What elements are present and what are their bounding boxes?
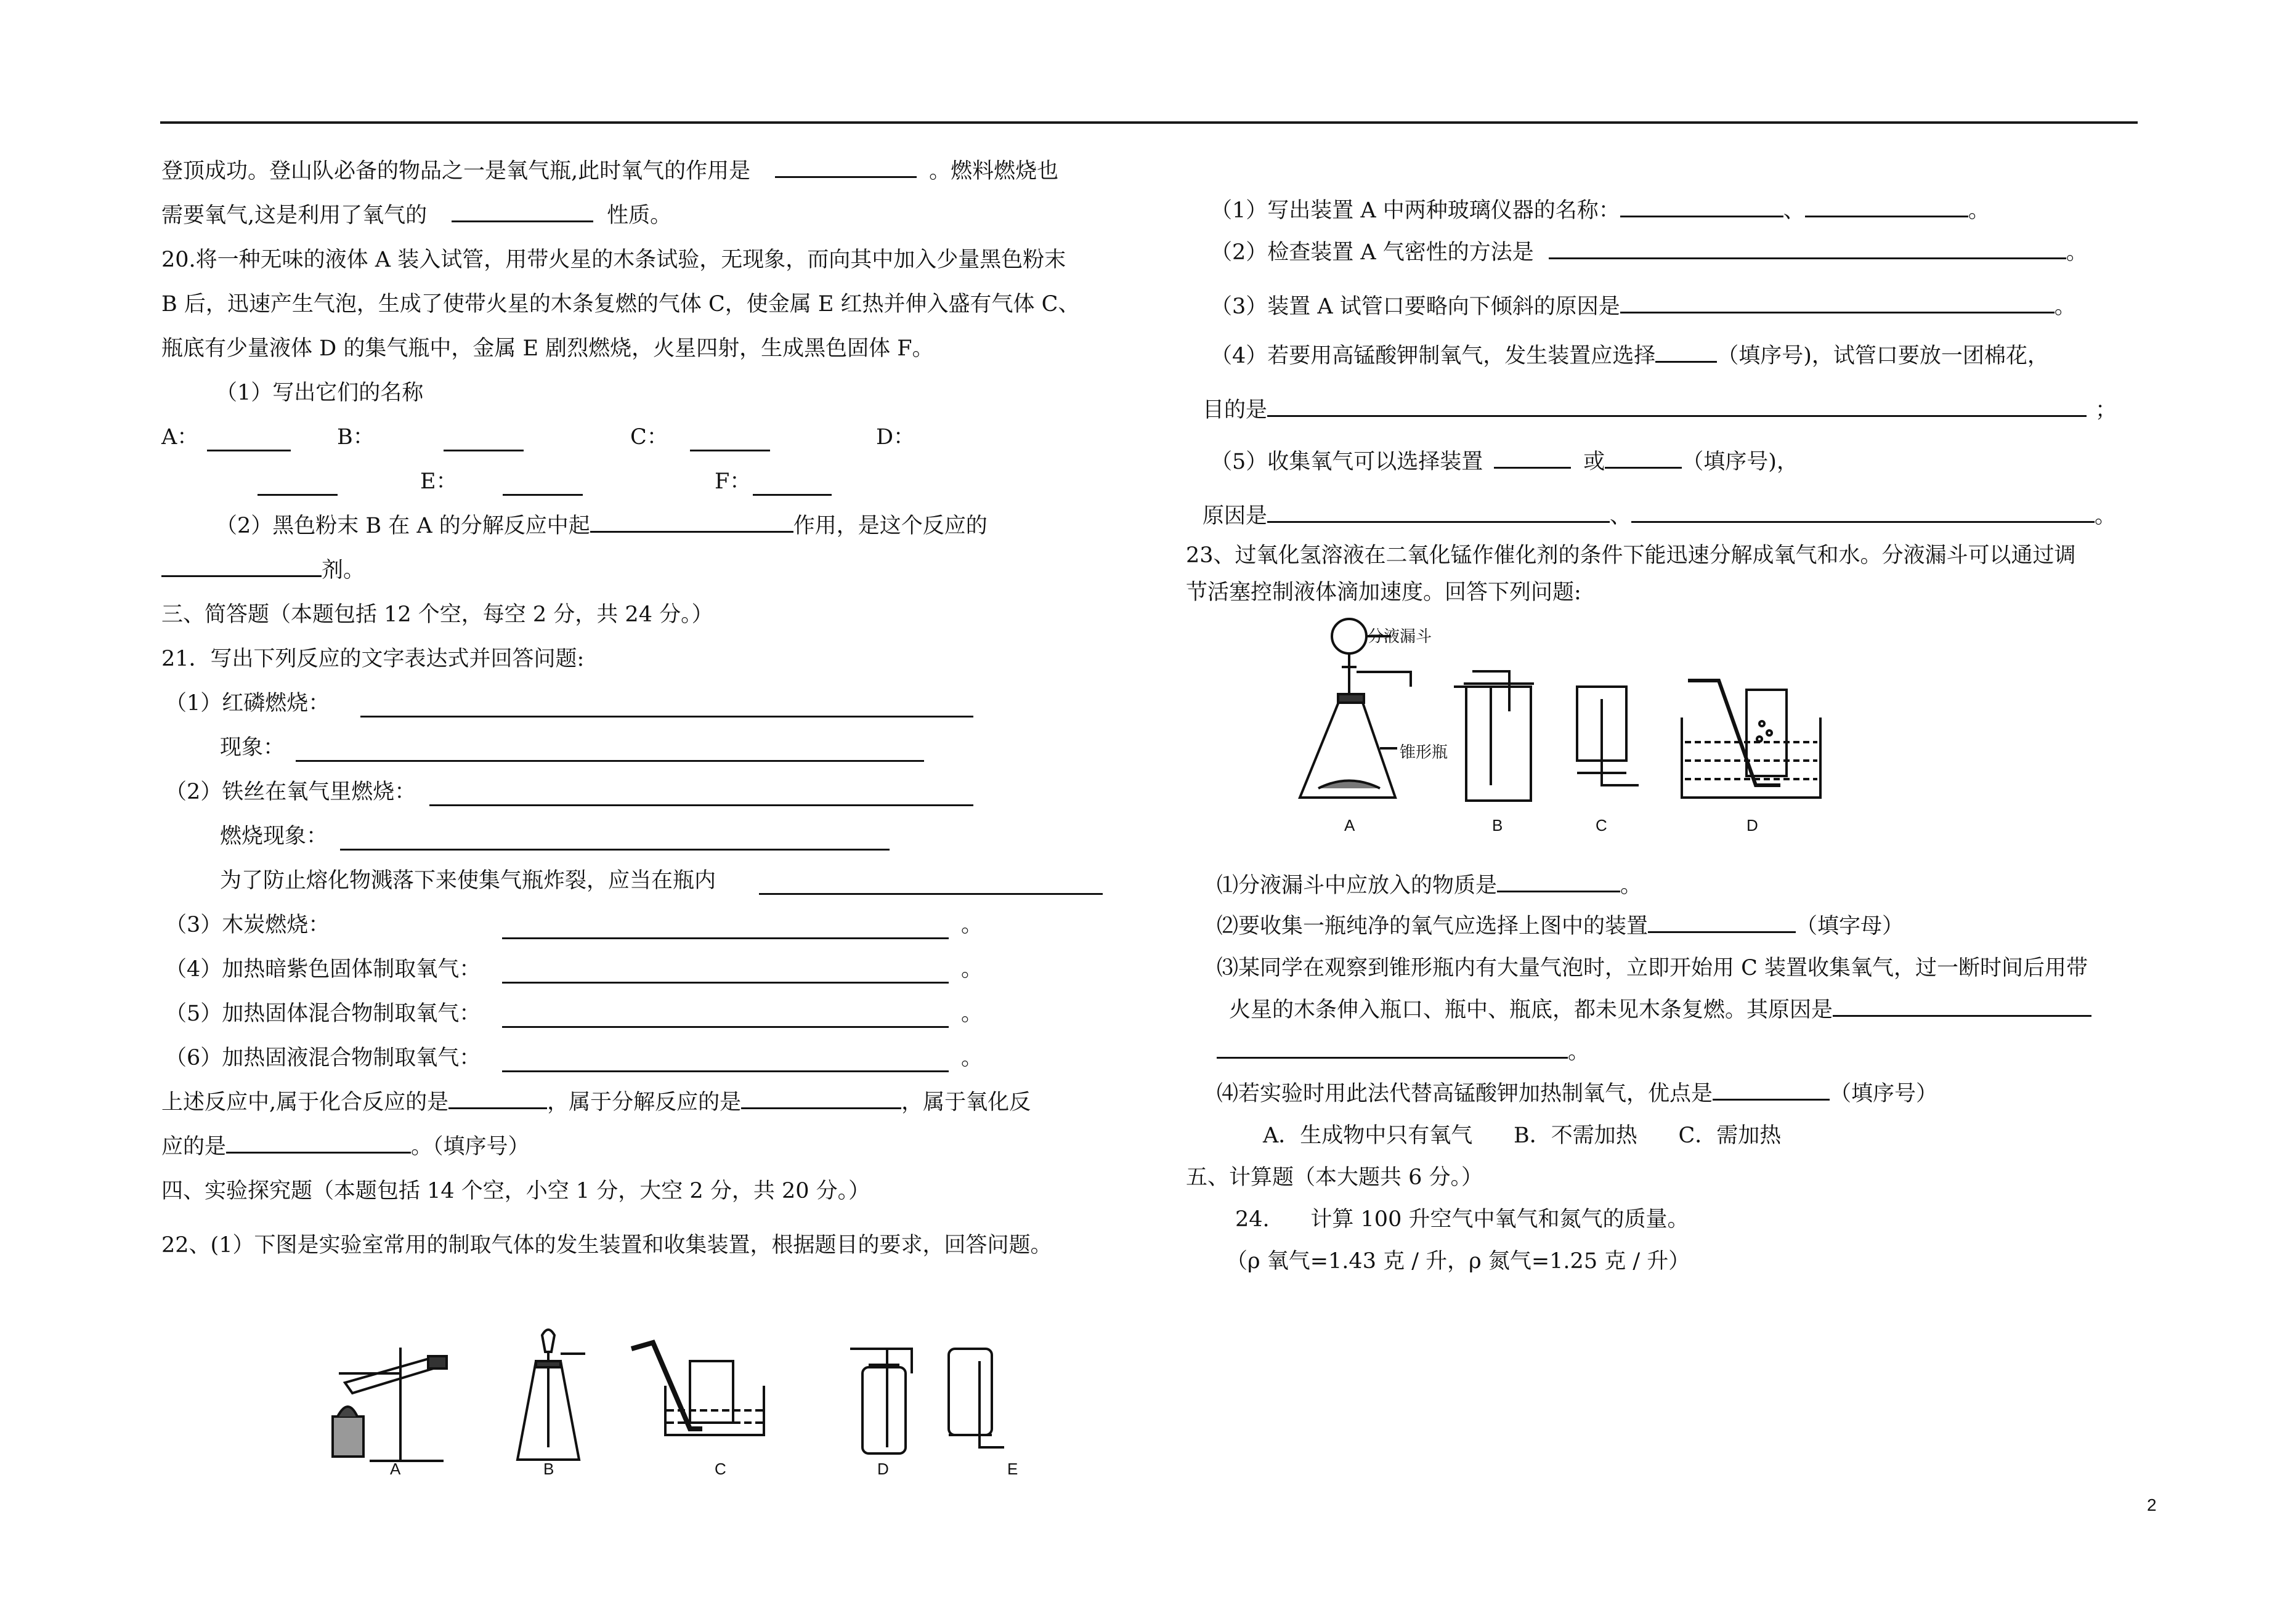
label-f: F：	[715, 469, 752, 494]
answer-blank[interactable]	[590, 512, 793, 533]
answer-blank-c[interactable]	[690, 431, 770, 451]
text-line: 。	[1217, 1038, 1589, 1065]
answer-blank[interactable]	[741, 1089, 901, 1109]
answer-blank[interactable]	[452, 202, 593, 222]
sub-question: （5）收集氧气可以选择装置 或 （填序号)，	[1211, 450, 1798, 474]
answer-blank[interactable]	[775, 158, 917, 178]
text-line: 瓶底有少量液体 D 的集气瓶中，金属 E 剧烈燃烧，火星四射，生成黑色固体 F。	[161, 336, 934, 361]
sub-question: （1）写出它们的名称	[216, 381, 424, 405]
sub-question: （2）铁丝在氧气里燃烧：	[165, 780, 416, 804]
sub-question: （1）红磷燃烧：	[165, 691, 330, 716]
sub-question: 燃烧现象：	[220, 824, 328, 849]
sub-question: （5）加热固体混合物制取氧气：	[165, 1001, 481, 1026]
sub-question: 现象：	[220, 735, 285, 760]
answer-blank[interactable]	[1497, 872, 1620, 892]
sub-question: ⑴分液漏斗中应放入的物质是 。	[1217, 873, 1642, 898]
answer-blank[interactable]	[1267, 503, 1610, 523]
page-number: 2	[2147, 1495, 2157, 1514]
answer-blank[interactable]	[1217, 1038, 1568, 1059]
answer-blank-d[interactable]	[258, 475, 338, 496]
answer-blank[interactable]	[1605, 448, 1682, 469]
answer-blank[interactable]	[448, 1089, 547, 1109]
sub-question: ⑶某同学在观察到锥形瓶内有大量气泡时，立即开始用 C 装置收集氧气，过一断时间后用带	[1217, 956, 2088, 980]
period: 。	[961, 1046, 983, 1070]
text-line: 剂。	[161, 557, 365, 584]
sub-question: ⑷若实验时用此法代替高锰酸钾加热制氧气，优点是 （填序号）	[1217, 1081, 1938, 1106]
answer-blank-f[interactable]	[753, 475, 832, 496]
answer-blank[interactable]	[1620, 197, 1783, 217]
text-line: 需要氧气,这是利用了氧气的 性质。	[161, 203, 672, 228]
answer-blank[interactable]	[1655, 342, 1717, 363]
answer-line[interactable]	[502, 1052, 949, 1072]
fig2-label-c: C	[1596, 816, 1607, 835]
header-rule	[160, 121, 2138, 124]
sub-question: 为了防止熔化物溅落下来使集气瓶炸裂，应当在瓶内	[220, 868, 716, 893]
apparatus-figure-1	[320, 1324, 1084, 1484]
fig2-label-b: B	[1492, 816, 1503, 835]
fig1-label-d: D	[877, 1460, 889, 1478]
text-line: 上述反应中,属于化合反应的是 ，属于分解反应的是 ，属于氧化反	[161, 1090, 1031, 1115]
text-line: 应的是 。（填序号）	[161, 1134, 530, 1159]
text-line: 火星的木条伸入瓶口、瓶中、瓶底，都未见木条复燃。其原因是	[1229, 996, 2091, 1024]
period: 。	[961, 913, 983, 937]
answer-blank[interactable]	[1620, 293, 2055, 313]
answer-blank[interactable]	[226, 1133, 411, 1154]
sub-question: （2）检查装置 A 气密性的方法是 。	[1211, 240, 2088, 265]
sub-question: （2）黑色粉末 B 在 A 的分解反应中起 作用，是这个反应的	[216, 514, 988, 538]
period: 。	[961, 1001, 983, 1026]
answer-line[interactable]	[502, 919, 949, 939]
answer-line[interactable]	[360, 697, 973, 718]
text-line: 节活塞控制液体滴加速度。回答下列问题:	[1186, 580, 1581, 605]
answer-blank-b[interactable]	[444, 431, 524, 451]
answer-blank[interactable]	[1833, 996, 2091, 1017]
answer-blank-e[interactable]	[503, 475, 583, 496]
answer-blank[interactable]	[1631, 503, 2095, 523]
label-a: A：	[161, 425, 199, 450]
fig1-label-a: A	[390, 1460, 401, 1478]
text-line: B 后，迅速产生气泡，生成了使带火星的木条复燃的气体 C，使金属 E 红热并伸入盛有气体 C、	[161, 292, 1080, 317]
question-22: 22、(1）下图是实验室常用的制取气体的发生装置和收集装置，根据题目的要求，回答问题。	[161, 1233, 1052, 1258]
flask-label: 锥形瓶	[1400, 743, 1448, 761]
fig2-label-d: D	[1746, 816, 1758, 835]
answer-line[interactable]	[296, 742, 924, 762]
sub-question: 原因是 、 。	[1203, 504, 2117, 528]
question-20: 20.将一种无味的液体 A 装入试管，用带火星的木条试验，无现象，而向其中加入少量黑色粉末	[161, 248, 1066, 272]
answer-line[interactable]	[502, 1008, 949, 1028]
label-d: D：	[876, 425, 915, 450]
sub-question: （3）木炭燃烧：	[165, 913, 330, 937]
fig1-label-b: B	[543, 1460, 554, 1478]
answer-blank[interactable]	[1648, 913, 1796, 933]
sub-question: （6）加热固液混合物制取氧气：	[165, 1046, 481, 1070]
sub-question: （4）加热暗紫色固体制取氧气：	[165, 957, 481, 982]
question-24: 24. 计算 100 升空气中氧气和氮气的质量。	[1235, 1207, 1689, 1232]
answer-blank[interactable]	[1267, 397, 2087, 417]
answer-line[interactable]	[340, 830, 890, 851]
section-heading: 四、实验探究题（本题包括 14 个空，小空 1 分，大空 2 分，共 20 分。）	[161, 1179, 870, 1203]
sub-question: ⑵要收集一瓶纯净的氧气应选择上图中的装置 （填字母）	[1217, 914, 1904, 939]
sub-question: （4）若要用高锰酸钾制氧气，发生装置应选择 （填序号)，试管口要放一团棉花，	[1211, 344, 2049, 368]
answer-blank[interactable]	[1713, 1080, 1830, 1101]
apparatus-drawing	[320, 1324, 1084, 1484]
answer-blank[interactable]	[1494, 448, 1571, 469]
label-c: C：	[630, 425, 668, 450]
sub-question: （1）写出装置 A 中两种玻璃仪器的名称： 、 。	[1211, 198, 1990, 223]
funnel-label: 分液漏斗	[1368, 627, 1432, 645]
answer-blank-a[interactable]	[207, 431, 291, 451]
fig2-label-a: A	[1344, 816, 1355, 835]
apparatus-figure-2	[1288, 613, 1842, 841]
question-21: 21．写出下列反应的文字表达式并回答问题:	[161, 647, 585, 671]
answer-blank[interactable]	[1805, 197, 1968, 217]
section-heading: 三、简答题（本题包括 12 个空，每空 2 分，共 24 分。）	[161, 602, 713, 627]
text-line: 登顶成功。登山队必备的物品之一是氧气瓶,此时氧气的作用是 。燃料燃烧也	[161, 159, 1059, 184]
sub-question: 目的是 ；	[1203, 398, 2117, 422]
options: A．生成物中只有氧气 B．不需加热 C．需加热	[1263, 1123, 1782, 1148]
fig1-label-e: E	[1007, 1460, 1018, 1478]
fig1-label-c: C	[715, 1460, 726, 1478]
period: 。	[961, 957, 983, 982]
answer-line[interactable]	[759, 875, 1103, 895]
data-note: （ρ 氧气=1.43 克 / 升，ρ 氮气=1.25 克 / 升）	[1226, 1249, 1690, 1274]
question-23: 23、过氧化氢溶液在二氧化锰作催化剂的条件下能迅速分解成氧气和水。分液漏斗可以通过调	[1186, 543, 2076, 568]
label-b: B：	[337, 425, 375, 450]
section-heading: 五、计算题（本大题共 6 分。）	[1186, 1165, 1483, 1190]
sub-question: （3）装置 A 试管口要略向下倾斜的原因是 。	[1211, 294, 2076, 319]
answer-line[interactable]	[429, 786, 973, 806]
answer-line[interactable]	[502, 963, 949, 984]
label-e: E：	[420, 469, 458, 494]
answer-blank[interactable]	[1549, 239, 2066, 259]
answer-blank[interactable]	[161, 557, 322, 577]
